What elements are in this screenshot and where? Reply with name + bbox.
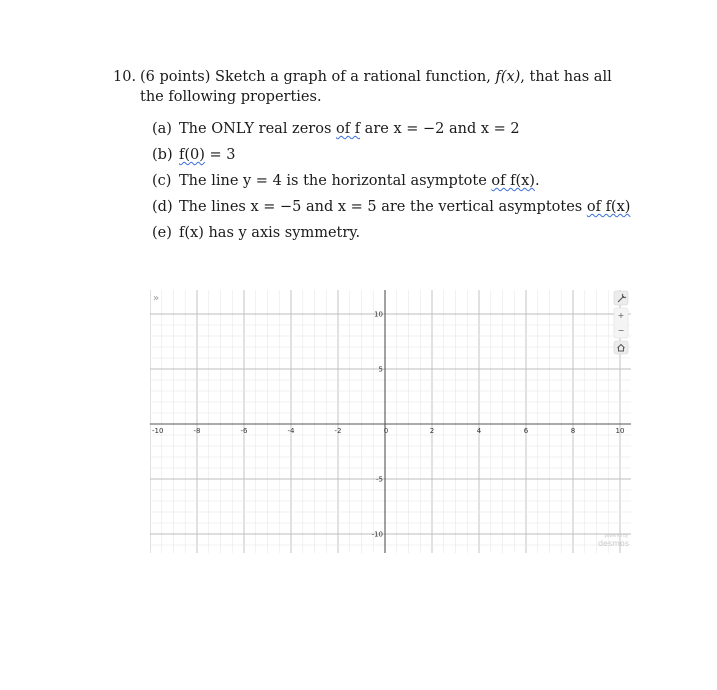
y-tick-label: 5 bbox=[378, 365, 383, 374]
x-tick-label: 10 bbox=[615, 427, 625, 435]
question-line-2: the following properties. bbox=[140, 89, 322, 105]
graph-canvas[interactable] bbox=[150, 290, 631, 553]
question-intro-end: , that has all bbox=[520, 69, 612, 85]
home-button[interactable] bbox=[614, 341, 628, 354]
x-tick-label: -2 bbox=[334, 427, 342, 435]
x-tick-label: -4 bbox=[287, 427, 295, 435]
y-tick-label: -5 bbox=[376, 475, 383, 484]
double-chevron-right-icon[interactable]: » bbox=[153, 293, 160, 304]
property-b: (b) f(0) = 3 bbox=[152, 147, 236, 163]
zoom-in-button[interactable]: + bbox=[617, 311, 625, 320]
y-tick-label: 10 bbox=[374, 310, 383, 319]
x-tick-label: 8 bbox=[570, 427, 576, 435]
axes bbox=[150, 290, 631, 553]
watermark-text: desmos bbox=[597, 539, 629, 548]
x-tick-label: -10 bbox=[152, 427, 164, 435]
property-e: (e) f(x) has y axis symmetry. bbox=[152, 225, 361, 241]
zoom-out-button[interactable]: − bbox=[617, 326, 625, 335]
desmos-graph[interactable] bbox=[150, 290, 631, 553]
property-a: (a) The ONLY real zeros of f are x = −2 and x = 2 bbox=[152, 121, 520, 137]
expand-sidebar-button[interactable] bbox=[153, 293, 159, 304]
x-tick-label: -6 bbox=[240, 427, 248, 435]
x-tick-label: -8 bbox=[193, 427, 201, 435]
question-intro: Sketch a graph of a rational function, bbox=[210, 69, 496, 85]
x-tick-label: 0 bbox=[383, 427, 389, 435]
grid-lines bbox=[150, 290, 631, 553]
desmos-watermark bbox=[598, 533, 629, 548]
function-name: f(x) bbox=[495, 69, 521, 85]
x-tick-label: 2 bbox=[429, 427, 435, 435]
graph-settings-button[interactable] bbox=[614, 291, 628, 305]
x-tick-label: 6 bbox=[523, 427, 529, 435]
question-line-1 bbox=[113, 67, 673, 87]
x-tick-label: 4 bbox=[476, 427, 482, 435]
property-list bbox=[152, 119, 630, 249]
zoom-controls bbox=[614, 308, 628, 338]
question-points: (6 points) bbox=[140, 69, 211, 85]
question-10 bbox=[113, 67, 673, 107]
property-c: (c) The line y = 4 is the horizontal asymptote of f(x). bbox=[152, 173, 540, 189]
watermark-small-text: powered by bbox=[604, 533, 628, 538]
property-d: (d) The lines x = −5 and x = 5 are the vertical asymptotes of f(x) bbox=[152, 199, 631, 215]
question-number: 10. bbox=[113, 69, 137, 85]
y-tick-label: -10 bbox=[371, 530, 383, 539]
